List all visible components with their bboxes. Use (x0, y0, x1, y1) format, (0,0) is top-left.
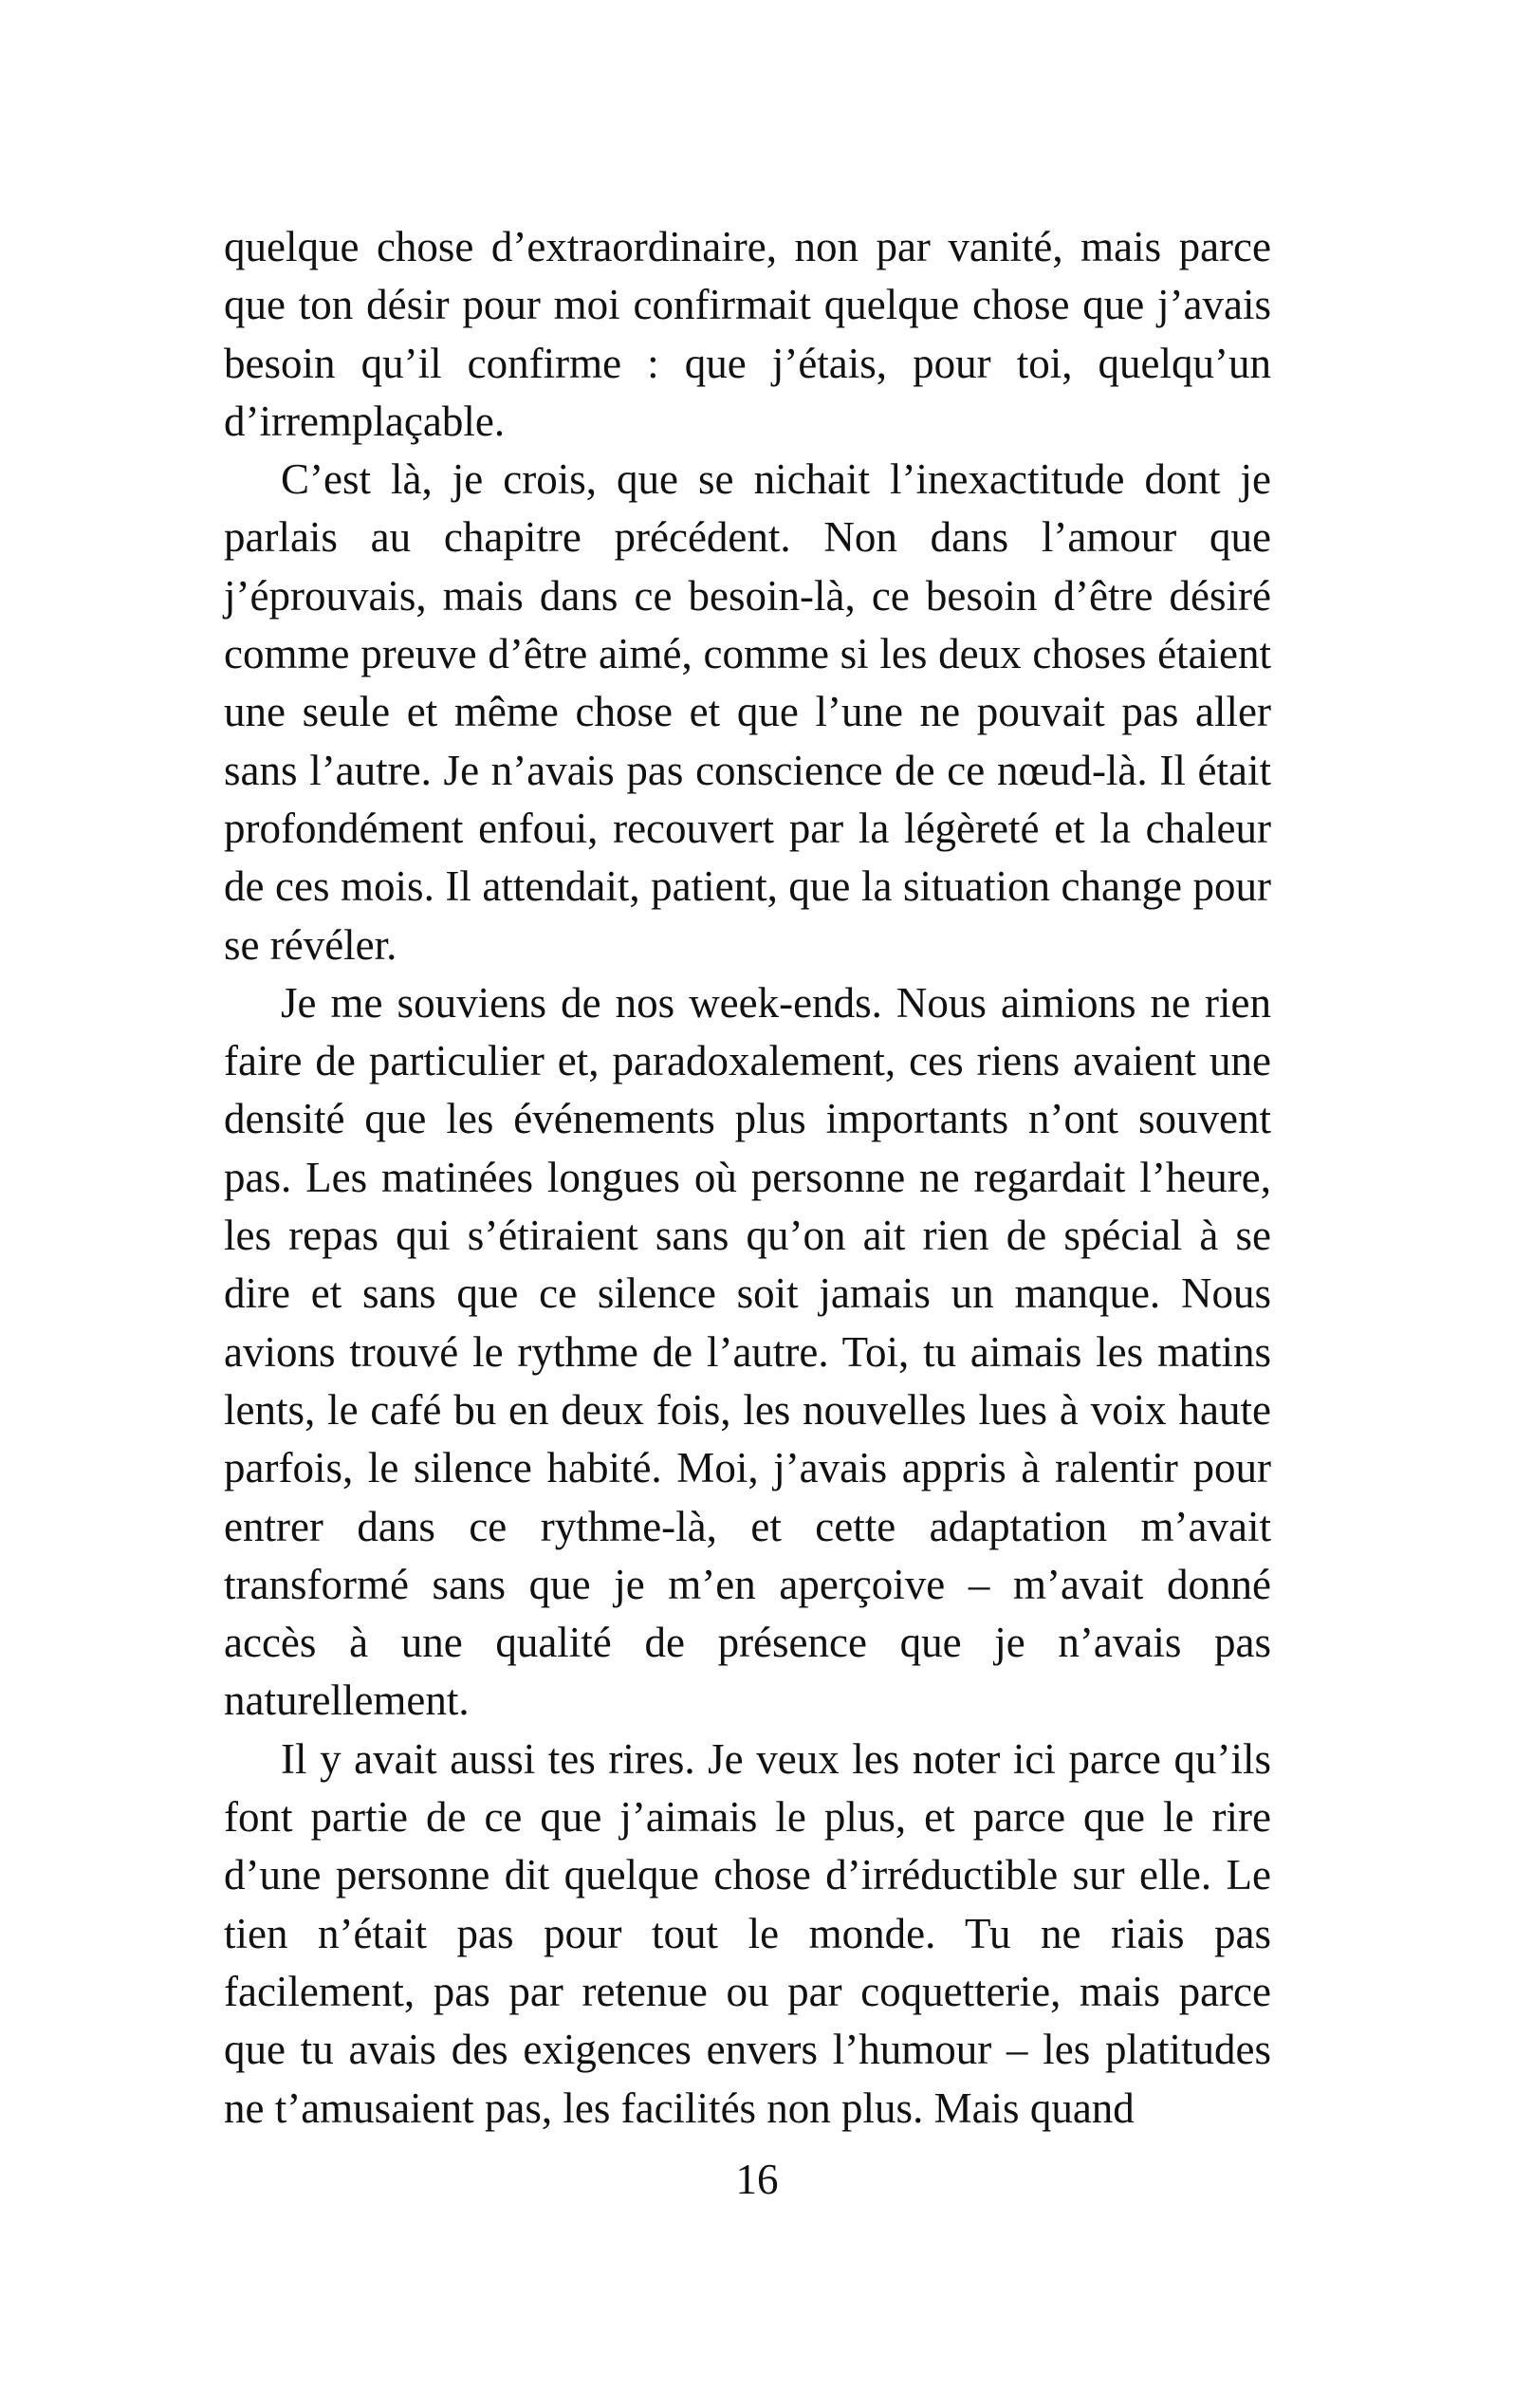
paragraph-1: quelque chose d’extraordinaire, non par vanité, mais parce que ton désir pour moi confirmait quelque chose que j’avais besoin qu’il confirme : que j’étais, pour toi, quelqu’un d’irremplaçable. (224, 223, 1271, 445)
body-text (224, 218, 1271, 2138)
page-number: 16 (735, 2156, 779, 2203)
paragraph-4: Il y avait aussi tes rires. Je veux les noter ici parce qu’ils font partie de ce que j’aimais le plus, et parce que le rire d’une personne dit quelque chose d’irréductible sur elle. Le tien n’était pas pour tout le monde. Tu ne riais pas facilement, pas par retenue ou par coquetterie, mais parce que tu avais des exigences envers l’humour – les platitudes ne t’amusaient pas, les facilités non plus. Mais quand (224, 1734, 1271, 2132)
paragraph-2: C’est là, je crois, que se nichait l’inexactitude dont je parlais au chapitre précédent. Non dans l’amour que j’éprouvais, mais dans ce besoin-là, ce besoin d’être désiré comme preuve d’être aimé, comme si les deux choses étaient une seule et même chose et que l’une ne pouvait pas aller sans l’autre. Je n’avais pas conscience de ce nœud-là. Il était profondément enfoui, recouvert par la légèreté et la chaleur de ces mois. Il attendait, patient, que la situation change pour se révéler. (224, 455, 1271, 969)
paragraph-3: Je me souviens de nos week-ends. Nous aimions ne rien faire de particulier et, paradoxalement, ces riens avaient une densité que les événements plus importants n’ont souvent pas. Les matinées longues où personne ne regardait l’heure, les repas qui s’étiraient sans qu’on ait rien de spécial à se dire et sans que ce silence soit jamais un manque. Nous avions trouvé le rythme de l’autre. Toi, tu aimais les matins lents, le café bu en deux fois, les nouvelles lues à voix haute parfois, le silence habité. Moi, j’avais appris à ralentir pour entrer dans ce rythme-là, et cette adaptation m’avait transformé sans que je m’en aperçoive – m’avait donné accès à une qualité de présence que je n’avais pas naturellement. (224, 978, 1271, 1725)
